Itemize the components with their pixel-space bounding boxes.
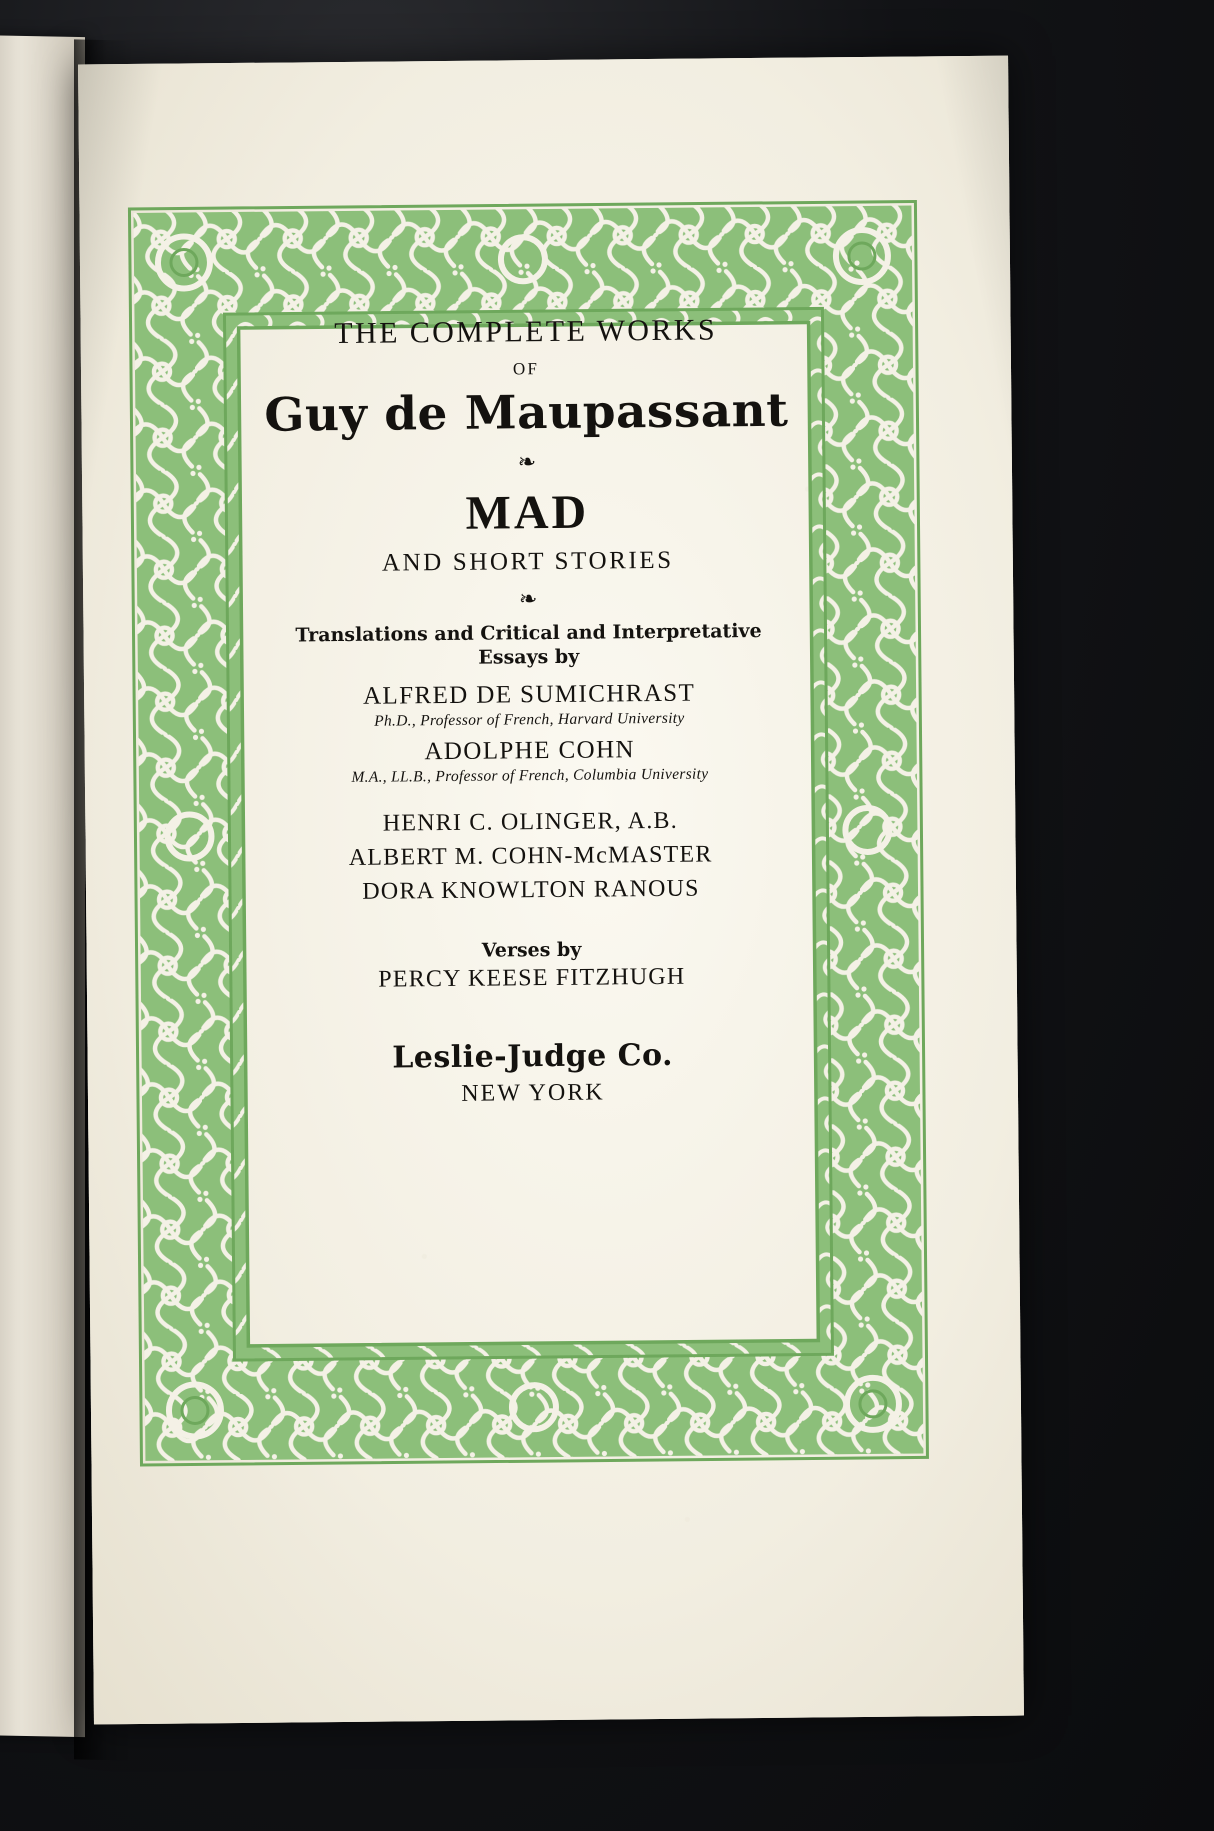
title-page (78, 56, 1024, 1725)
of-label: OF (512, 359, 540, 379)
leaf-ornament-icon: ❧ (517, 449, 537, 475)
left-page-shading (0, 35, 85, 1737)
publisher-city: NEW YORK (461, 1079, 605, 1107)
translations-line-1: Translations and Critical and Interpretative (295, 619, 762, 647)
series-title: THE COMPLETE WORKS (334, 313, 718, 351)
additional-contributor-1: HENRI C. OLINGER, A.B. (382, 807, 678, 837)
additional-contributor-3: DORA KNOWLTON RANOUS (362, 875, 700, 905)
leaf-ornament-icon-2: ❧ (518, 586, 538, 612)
verses-author: PERCY KEESE FITZHUGH (378, 963, 686, 993)
contributor-credential-2: M.A., LL.B., Professor of French, Columbia University (351, 765, 709, 786)
title-text-block (240, 312, 818, 1109)
publisher-name: Leslie-Judge Co. (392, 1037, 674, 1076)
book-subtitle: AND SHORT STORIES (381, 546, 674, 577)
left-page-edge (0, 35, 85, 1737)
verses-by-label: Verses by (481, 938, 582, 962)
author-name: Guy de Maupassant (264, 382, 789, 442)
book-title: MAD (465, 485, 590, 540)
translations-line-2: Essays by (478, 646, 580, 670)
contributor-credential-1: Ph.D., Professor of French, Harvard University (374, 709, 685, 730)
contributor-name-2: ADOLPHE COHN (424, 736, 636, 766)
contributor-name-1: ALFRED DE SUMICHRAST (362, 679, 696, 710)
additional-contributor-2: ALBERT M. COHN-McMASTER (348, 841, 713, 871)
